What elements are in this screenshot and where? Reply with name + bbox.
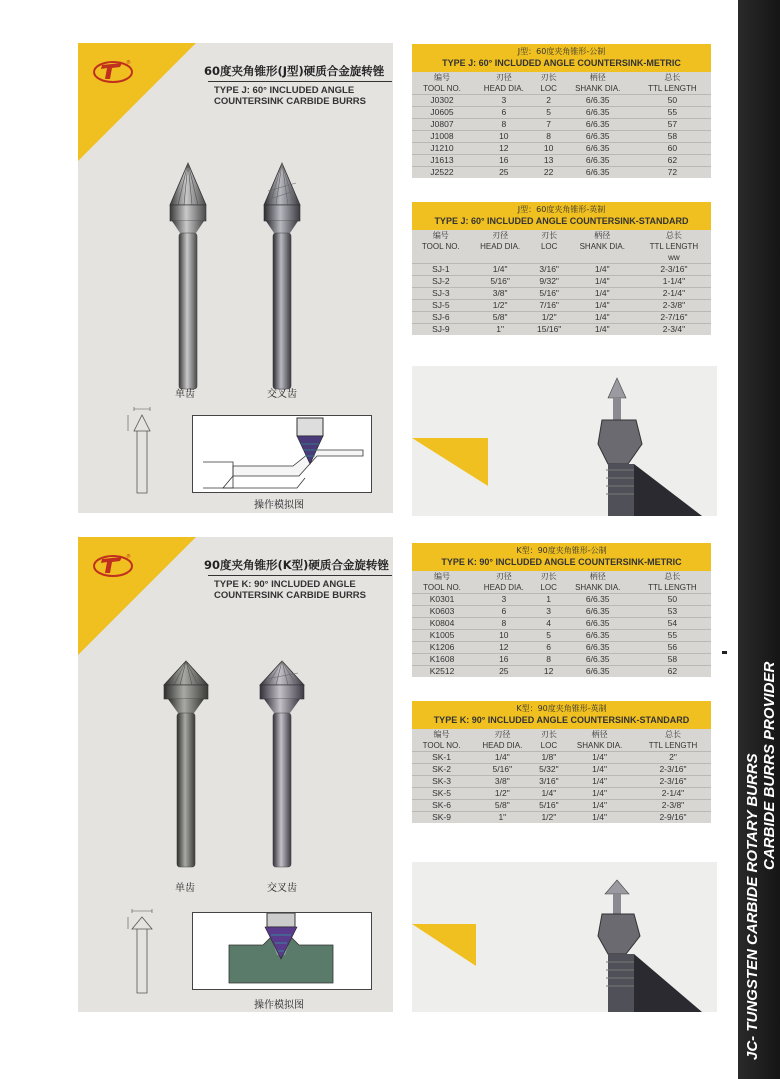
table-cell: 3 xyxy=(501,95,507,105)
table-cell: 5/8" xyxy=(492,312,508,322)
column-header xyxy=(531,252,568,264)
table-cell: 8 xyxy=(546,654,552,664)
table-cell: K1206 xyxy=(429,642,455,652)
table-cell: 1/2" xyxy=(494,788,510,798)
k-standard-table xyxy=(412,701,711,823)
column-header: 柄径 xyxy=(589,572,606,581)
table-cell: SK-2 xyxy=(432,764,451,774)
table-cell: 3/8" xyxy=(494,776,510,786)
column-header: SHANK DIA. xyxy=(575,583,621,592)
j-standard-table xyxy=(412,202,711,335)
column-header: 刃长 xyxy=(540,730,557,739)
table-cell: J0807 xyxy=(430,119,454,129)
table-cell: J2522 xyxy=(430,167,454,177)
column-header: 编号 xyxy=(434,73,451,82)
table-cell: 6 xyxy=(546,642,552,652)
table-cell: 1/4" xyxy=(592,776,607,786)
table-cell: 2-7/16" xyxy=(660,312,688,322)
table-cell: 5/8" xyxy=(494,800,510,810)
j-simulation-label: 操作模拟图 xyxy=(254,500,304,511)
j-operation-simulation-image xyxy=(192,415,372,493)
j-cross-cut-burr-image xyxy=(258,161,306,391)
table-cell: 6/6.35 xyxy=(585,119,610,129)
column-header: 总长 xyxy=(665,730,681,739)
svg-text:®: ® xyxy=(126,60,131,66)
column-header: HEAD DIA. xyxy=(483,583,524,592)
k-metric-title-cn: K型：90度夹角锥形-公制 xyxy=(516,546,607,555)
column-header: 柄径 xyxy=(591,730,608,739)
j-standard-header-row-en xyxy=(412,241,711,252)
table-cell: 8 xyxy=(501,119,507,129)
table-cell: J0302 xyxy=(430,95,454,105)
section-j-title-en-line1: TYPE J: 60° INCLUDED ANGLE xyxy=(214,85,355,96)
table-cell: 6/6.35 xyxy=(585,107,610,117)
table-cell: 58 xyxy=(667,131,678,141)
j-standard-table-header xyxy=(412,202,711,230)
table-row xyxy=(412,752,711,764)
table-cell: 3/16" xyxy=(539,776,559,786)
table-cell: 1/4" xyxy=(592,788,607,798)
section-j-title-en-line2: COUNTERSINK CARBIDE BURRS xyxy=(214,96,367,107)
table-cell: 57 xyxy=(667,119,678,129)
table-cell: 10 xyxy=(499,131,509,141)
table-cell: 1/4" xyxy=(541,788,557,798)
table-cell: 5 xyxy=(546,630,552,640)
table-cell: 2-3/4" xyxy=(662,324,686,334)
column-header: HEAD DIA. xyxy=(482,741,523,750)
table-row xyxy=(412,642,711,654)
table-cell: 50 xyxy=(667,594,678,604)
column-header: TTL LENGTH xyxy=(648,84,697,93)
j-single-cut-label: 单齿 xyxy=(175,389,195,400)
table-cell: 3 xyxy=(546,606,552,616)
column-header: LOC xyxy=(540,242,558,251)
column-header: ww xyxy=(668,253,680,262)
column-header: 刃长 xyxy=(540,73,557,82)
table-cell: 1/4" xyxy=(594,288,610,298)
k-metric-title-en: TYPE K: 90° INCLUDED ANGLE COUNTERSINK-METRIC xyxy=(441,557,682,567)
column-header: SHANK DIA. xyxy=(575,84,621,93)
table-cell: 1/2" xyxy=(541,812,557,822)
table-row xyxy=(412,155,711,167)
table-cell: 1/4" xyxy=(592,764,607,774)
table-row xyxy=(412,324,711,336)
table-row xyxy=(412,264,711,276)
table-cell: 3 xyxy=(501,594,507,604)
column-header: HEAD DIA. xyxy=(483,84,524,93)
column-header: 编号 xyxy=(433,730,450,739)
table-cell: 2-1/4" xyxy=(661,788,685,798)
table-row xyxy=(412,800,711,812)
table-row xyxy=(412,618,711,630)
table-cell: 6 xyxy=(501,606,507,616)
table-cell: 53 xyxy=(667,606,678,616)
table-row xyxy=(412,776,711,788)
table-cell: 2 xyxy=(546,95,552,105)
table-cell: 6/6.35 xyxy=(585,167,610,177)
table-cell: 6/6.35 xyxy=(585,155,610,165)
column-header: LOC xyxy=(540,84,557,93)
table-cell: 15/16" xyxy=(537,324,562,334)
table-cell: 25 xyxy=(499,666,509,676)
table-cell: SK-1 xyxy=(432,752,451,762)
section-k-product-panel xyxy=(78,537,393,1012)
table-cell: 5/16" xyxy=(539,288,559,298)
table-cell: 2-3/8" xyxy=(661,800,685,810)
table-row xyxy=(412,630,711,642)
table-cell: 56 xyxy=(667,642,678,652)
section-k-title-en-line1: TYPE K: 90° INCLUDED ANGLE xyxy=(214,579,356,590)
j-metric-table-header xyxy=(412,44,711,72)
column-header xyxy=(470,252,531,264)
table-cell: 7/16" xyxy=(539,300,559,310)
k-cross-cut-burr-image xyxy=(258,659,306,869)
j-metric-title-cn: J型：60度夹角锥形-公制 xyxy=(517,47,606,56)
table-cell: SK-6 xyxy=(432,800,451,810)
table-cell: 12 xyxy=(543,666,554,676)
table-cell: 2" xyxy=(669,752,677,762)
column-header: TOOL NO. xyxy=(423,84,461,93)
j-standard-header-row-cn xyxy=(412,230,711,241)
table-row xyxy=(412,119,711,131)
table-cell: SJ-6 xyxy=(432,312,450,322)
table-cell: 16 xyxy=(499,155,509,165)
table-cell: K0804 xyxy=(429,618,455,628)
table-cell: 55 xyxy=(667,630,678,640)
column-header: LOC xyxy=(540,583,557,592)
k-cross-cut-label: 交叉齿 xyxy=(267,883,297,894)
table-cell: 1/4" xyxy=(592,812,607,822)
table-cell: 50 xyxy=(667,95,678,105)
k-standard-header-row-en xyxy=(412,740,711,752)
table-cell: 12 xyxy=(499,642,509,652)
table-row xyxy=(412,788,711,800)
table-cell: SK-3 xyxy=(432,776,451,786)
table-cell: 1/4" xyxy=(594,300,610,310)
column-header: 刃径 xyxy=(495,572,512,581)
k-standard-title-en: TYPE K: 90° INCLUDED ANGLE COUNTERSINK-STANDARD xyxy=(433,715,690,725)
table-cell: J0605 xyxy=(430,107,454,117)
column-header: HEAD DIA. xyxy=(480,242,521,251)
table-cell: 1" xyxy=(498,812,507,822)
table-row xyxy=(412,594,711,606)
column-header: 刃径 xyxy=(492,231,509,240)
table-cell: SJ-3 xyxy=(432,288,450,298)
table-row xyxy=(412,167,711,179)
table-cell: 5/32" xyxy=(539,764,559,774)
sidebar-line-1: JC- TUNGSTEN CARBIDE ROTARY BURRS xyxy=(744,753,761,1060)
table-cell: 1/2" xyxy=(492,300,508,310)
table-cell: 3/16" xyxy=(539,264,559,274)
table-cell: SK-9 xyxy=(432,812,451,822)
company-logo-icon xyxy=(92,57,134,85)
column-header xyxy=(568,252,637,264)
table-cell: 1/4" xyxy=(594,324,610,334)
column-header: TTL LENGTH xyxy=(648,741,698,750)
table-row xyxy=(412,312,711,324)
table-cell: 5/16" xyxy=(492,764,513,774)
table-cell: 1/2" xyxy=(541,312,557,322)
svg-text:®: ® xyxy=(126,554,131,560)
table-cell: K1005 xyxy=(429,630,455,640)
table-cell: 2-3/16" xyxy=(659,764,687,774)
table-cell: K0301 xyxy=(429,594,455,604)
column-header: 编号 xyxy=(432,231,449,240)
table-row xyxy=(412,654,711,666)
table-cell: 4 xyxy=(546,618,552,628)
table-row xyxy=(412,288,711,300)
company-logo-icon xyxy=(92,551,134,579)
column-header: TTL LENGTH xyxy=(648,583,697,592)
section-k-title-cn: 90度夹角锥形(K型)硬质合金旋转锉 xyxy=(204,558,389,572)
column-header: TOOL NO. xyxy=(421,242,460,251)
section-j-title-cn: 60度夹角锥形(J型)硬质合金旋转锉 xyxy=(204,64,385,78)
column-header: SHANK DIA. xyxy=(579,242,625,251)
table-cell: 1/4" xyxy=(592,800,607,810)
column-header: 刃径 xyxy=(494,730,511,739)
k-metric-header-row-cn xyxy=(412,571,711,582)
k-operation-simulation-image xyxy=(192,912,372,990)
table-cell: 6 xyxy=(501,107,507,117)
table-cell: 12 xyxy=(499,143,509,153)
table-cell: 1/4" xyxy=(592,752,607,762)
table-cell: 25 xyxy=(499,167,509,177)
table-cell: 16 xyxy=(499,654,509,664)
table-cell: 2-3/8" xyxy=(662,300,686,310)
table-cell: 1 xyxy=(546,594,552,604)
table-row xyxy=(412,143,711,155)
table-cell: J1613 xyxy=(430,155,454,165)
table-row xyxy=(412,300,711,312)
table-cell: SJ-9 xyxy=(432,324,450,334)
table-cell: 1" xyxy=(496,324,505,334)
table-cell: 10 xyxy=(543,143,554,153)
table-cell: 1-1/4" xyxy=(662,276,686,286)
table-cell: 6/6.35 xyxy=(585,630,610,640)
k-single-cut-burr-image xyxy=(162,659,210,869)
column-header: 柄径 xyxy=(594,231,611,240)
table-cell: 2-3/16" xyxy=(659,776,687,786)
table-row xyxy=(412,276,711,288)
column-header: TOOL NO. xyxy=(423,583,461,592)
k-metric-table xyxy=(412,543,711,677)
section-k-title-en-line2: COUNTERSINK CARBIDE BURRS xyxy=(214,590,367,601)
table-cell: 8 xyxy=(546,131,552,141)
j-metric-header-row-cn xyxy=(412,72,711,83)
table-cell: SJ-5 xyxy=(432,300,450,310)
table-cell: J1210 xyxy=(430,143,454,153)
j-burr-in-holder-image xyxy=(412,366,717,516)
table-cell: 5 xyxy=(546,107,552,117)
table-cell: 6/6.35 xyxy=(585,95,610,105)
table-cell: 6/6.35 xyxy=(585,618,610,628)
table-cell: 9/32" xyxy=(539,276,559,286)
column-header: TTL LENGTH xyxy=(649,242,699,251)
sidebar-line-2: CARBIDE BURRS PROVIDER xyxy=(761,661,778,870)
column-header: 总长 xyxy=(664,572,681,581)
column-header: 总长 xyxy=(664,73,681,82)
k-standard-title-cn: K型：90度夹角锥形-英制 xyxy=(516,704,607,713)
column-header xyxy=(412,252,470,264)
column-header: 柄径 xyxy=(589,73,606,82)
k-dimension-drawing-icon xyxy=(122,903,162,1003)
column-header: SHANK DIA. xyxy=(576,741,623,750)
table-cell: 2-1/4" xyxy=(662,288,686,298)
table-cell: 6/6.35 xyxy=(585,131,610,141)
table-cell: 6/6.35 xyxy=(585,642,610,652)
k-simulation-label: 操作模拟图 xyxy=(254,1000,304,1011)
section-j-product-panel xyxy=(78,43,393,513)
j-single-cut-burr-image xyxy=(164,161,212,391)
j-standard-title-en: TYPE J: 60° INCLUDED ANGLE COUNTERSINK-STANDARD xyxy=(434,216,689,226)
table-cell: 72 xyxy=(667,167,678,177)
table-cell: 62 xyxy=(667,666,678,676)
sidebar-vertical-text xyxy=(744,662,778,1060)
table-row xyxy=(412,812,711,824)
table-cell: 1/4" xyxy=(494,752,510,762)
table-cell: 10 xyxy=(499,630,509,640)
j-standard-title-cn: J型：60度夹角锥形-英制 xyxy=(517,205,606,214)
table-cell: 60 xyxy=(667,143,678,153)
k-metric-table-header xyxy=(412,543,711,571)
table-cell: 1/8" xyxy=(541,752,557,762)
table-cell: SK-5 xyxy=(432,788,451,798)
table-cell: 7 xyxy=(546,119,552,129)
table-cell: 22 xyxy=(543,167,554,177)
table-cell: 5/16" xyxy=(539,800,559,810)
table-cell: SJ-2 xyxy=(432,276,450,286)
table-row xyxy=(412,95,711,107)
table-cell: 54 xyxy=(667,618,678,628)
table-cell: K0603 xyxy=(429,606,455,616)
table-cell: SJ-1 xyxy=(432,264,450,274)
j-standard-header-row-extra xyxy=(412,252,711,264)
table-cell: 6/6.35 xyxy=(585,594,610,604)
column-header: 刃径 xyxy=(495,73,512,82)
k-standard-header-row-cn xyxy=(412,729,711,740)
section-k-title-en xyxy=(214,579,394,601)
j-dimension-drawing-icon xyxy=(122,403,162,503)
table-cell: 1/4" xyxy=(594,276,610,286)
k-machine-photo xyxy=(412,862,717,1012)
table-row xyxy=(412,107,711,119)
table-cell: J1008 xyxy=(430,131,454,141)
column-header: 刃长 xyxy=(541,231,558,240)
column-header: 编号 xyxy=(434,572,451,581)
table-cell: 6/6.35 xyxy=(585,606,610,616)
j-machine-photo xyxy=(412,366,717,516)
table-cell: 2-9/16" xyxy=(659,812,687,822)
table-cell: 8 xyxy=(501,618,507,628)
table-cell: 6/6.35 xyxy=(585,143,610,153)
table-cell: 62 xyxy=(667,155,678,165)
column-header: TOOL NO. xyxy=(422,741,461,750)
table-cell: 6/6.35 xyxy=(585,666,610,676)
k-burr-in-holder-image xyxy=(412,862,717,1012)
table-cell: 3/8" xyxy=(492,288,508,298)
k-metric-header-row-en xyxy=(412,582,711,594)
j-metric-header-row-en xyxy=(412,83,711,95)
table-cell: 55 xyxy=(667,107,678,117)
table-cell: 2-3/16" xyxy=(660,264,688,274)
k-standard-table-header xyxy=(412,701,711,729)
table-cell: 13 xyxy=(543,155,554,165)
j-metric-title-en: TYPE J: 60° INCLUDED ANGLE COUNTERSINK-METRIC xyxy=(442,58,681,68)
table-row xyxy=(412,131,711,143)
k-single-cut-label: 单齿 xyxy=(175,883,195,894)
table-cell: 1/4" xyxy=(492,264,508,274)
table-cell: K1608 xyxy=(429,654,455,664)
table-row xyxy=(412,666,711,678)
column-header: 刃长 xyxy=(540,572,557,581)
table-cell: 6/6.35 xyxy=(585,654,610,664)
print-mark xyxy=(722,651,727,654)
j-metric-table xyxy=(412,44,711,178)
column-header: 总长 xyxy=(665,231,682,240)
j-cross-cut-label: 交叉齿 xyxy=(267,389,297,400)
table-cell: K2512 xyxy=(429,666,455,676)
table-cell: 1/4" xyxy=(594,264,610,274)
section-j-title-en xyxy=(214,85,394,107)
table-cell: 1/4" xyxy=(594,312,610,322)
table-row xyxy=(412,764,711,776)
table-cell: 58 xyxy=(667,654,678,664)
table-row xyxy=(412,606,711,618)
table-cell: 5/16" xyxy=(490,276,510,286)
column-header: LOC xyxy=(540,741,558,750)
